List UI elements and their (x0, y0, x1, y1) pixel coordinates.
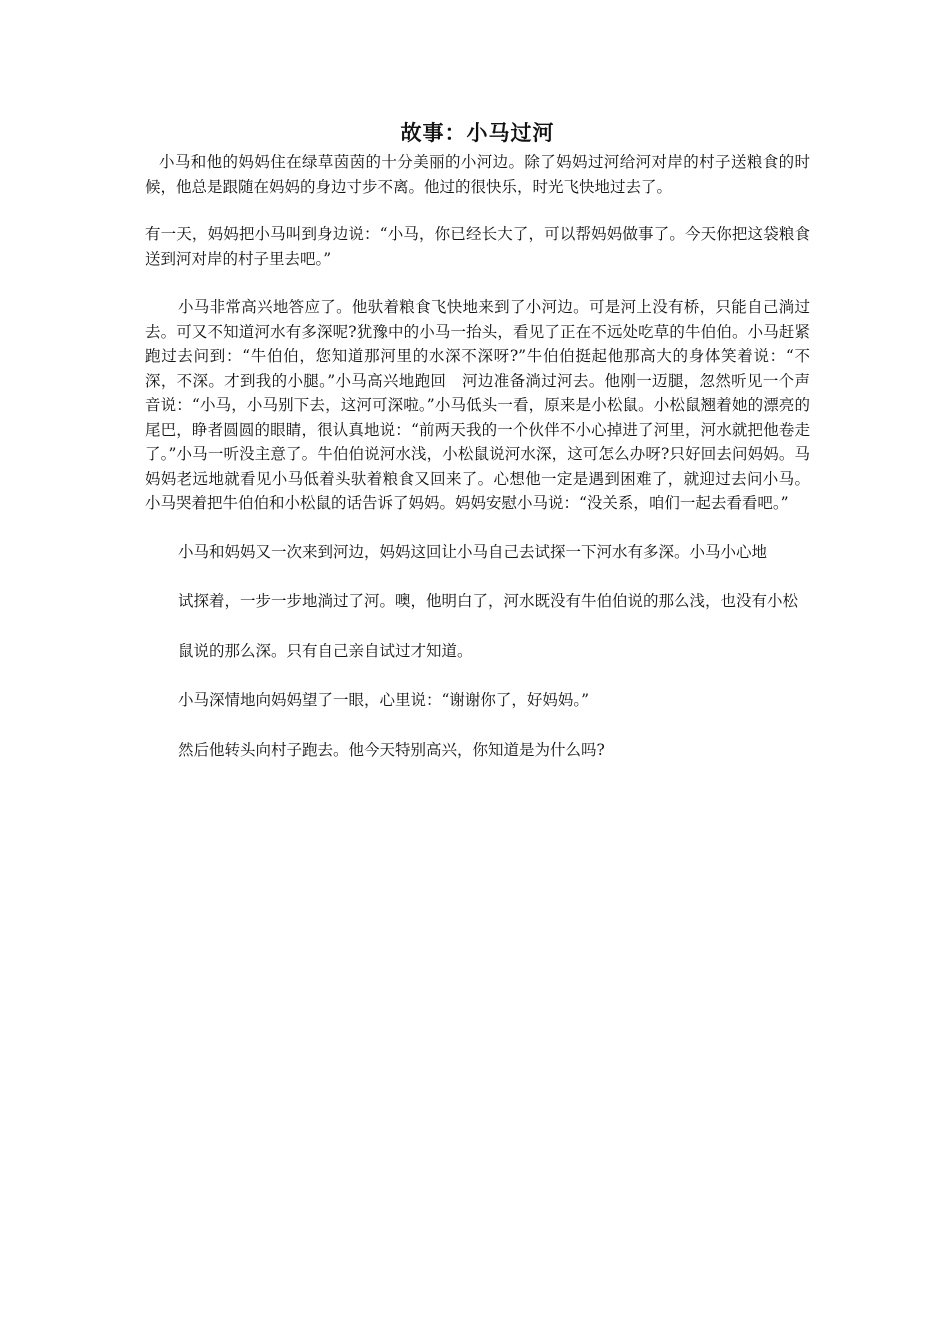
document-page (145, 118, 810, 762)
paragraph-2: 有一天，妈妈把小马叫到身边说：“小马，你已经长大了，可以帮妈妈做事了。今天你把这袋粮食送到河对岸的村子里去吧。” (145, 225, 810, 268)
paragraph-7: 小马深情地向妈妈望了一眼，心里说：“谢谢你了，好妈妈。” (178, 691, 590, 709)
paragraph-8: 然后他转头向村子跑去。他今天特别高兴，你知道是为什么吗? (178, 740, 605, 759)
paragraph-3: 小马非常高兴地答应了。他驮着粮食飞快地来到了小河边。可是河上没有桥，只能自己淌过去。可又不知道河水有多深呢?犹豫中的小马一抬头，看见了正在不远处吃草的牛伯伯。小马赶紧跑过去问到：“牛伯伯，您知道那河里的水深不深呀?”牛伯伯挺起他那高大的身体笑着说：“不深，不深。才到我的小腿。”小马高兴地跑回 河边准备淌过河去。他刚一迈腿，忽然听见一个声音说：“小马，小马别下去，这河可深啦。”小马低头一看，原来是小松鼠。小松鼠翘着她的漂亮的尾巴，睁者圆圆的眼睛，很认真地说：“前两天我的一个伙伴不小心掉进了河里，河水就把他卷走了。”小马一听没主意了。牛伯伯说河水浅，小松鼠说河水深，这可怎么办呀?只好回去问妈妈。马妈妈老远地就看见小马低着头驮着粮食又回来了。心想他一定是遇到困难了，就迎过去问小马。小马哭着把牛伯伯和小松鼠的话告诉了妈妈。妈妈安慰小马说：“没关系，咱们一起去看看吧。” (145, 298, 810, 512)
document-title: 故事：小马过河 (400, 120, 555, 145)
paragraph-4: 小马和妈妈又一次来到河边，妈妈这回让小马自己去试探一下河水有多深。小马小心地 (178, 542, 768, 561)
paragraph-1: 小马和他的妈妈住在绿草茵茵的十分美丽的小河边。除了妈妈过河给河对岸的村子送粮食的时候，他总是跟随在妈妈的身边寸步不离。他过的很快乐，时光飞快地过去了。 (145, 153, 810, 196)
paragraph-6: 鼠说的那么深。只有自己亲自试过才知道。 (178, 641, 473, 660)
paragraph-5: 试探着，一步一步地淌过了河。噢，他明白了，河水既没有牛伯伯说的那么浅，也没有小松 (178, 592, 799, 610)
